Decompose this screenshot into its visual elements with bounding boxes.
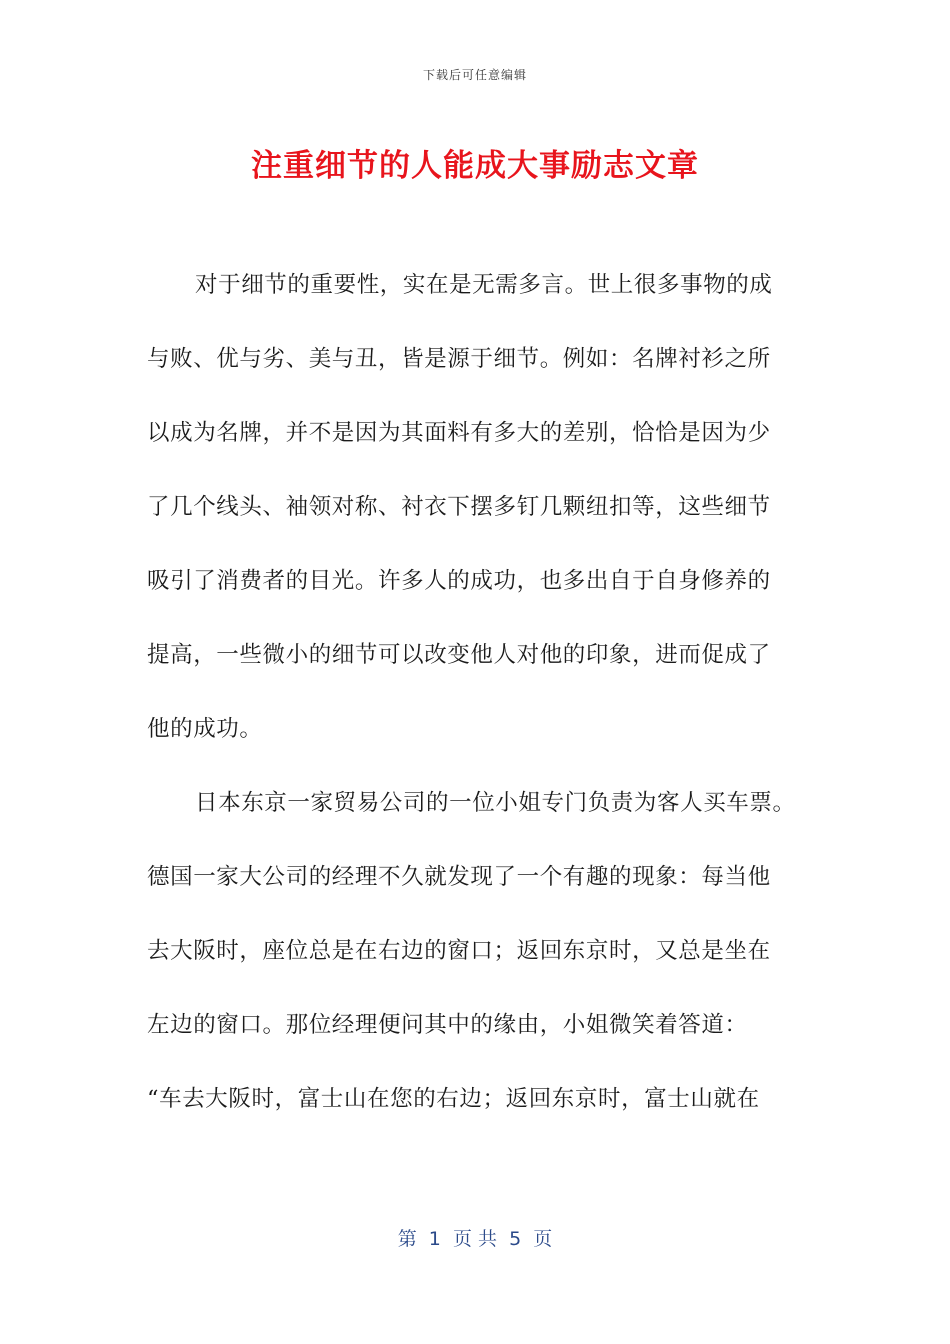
page-number-footer: 第 1 页 共 5 页 [397, 1228, 553, 1250]
paragraph-2-line-1: 日本东京一家贸易公司的一位小姐专门负责为客人买车票。 [195, 790, 796, 816]
paragraph-2-line-2: 德国一家大公司的经理不久就发现了一个有趣的现象：每当他 [147, 864, 771, 890]
paragraph-1-line-2: 与败、优与劣、美与丑，皆是源于细节。例如：名牌衬衫之所 [147, 346, 771, 372]
paragraph-1-line-7: 他的成功。 [147, 716, 263, 742]
document-title: 注重细节的人能成大事励志文章 [251, 148, 699, 184]
paragraph-2-line-5: “车去大阪时，富士山在您的右边；返回东京时，富士山就在 [147, 1086, 760, 1112]
paragraph-2-line-3: 去大阪时，座位总是在右边的窗口；返回东京时，又总是坐在 [147, 938, 771, 964]
paragraph-1-line-5: 吸引了消费者的目光。许多人的成功，也多出自于自身修养的 [147, 568, 771, 594]
paragraph-1-line-6: 提高，一些微小的细节可以改变他人对他的印象，进而促成了 [147, 642, 771, 668]
download-note: 下载后可任意编辑 [422, 68, 527, 82]
paragraph-1-line-4: 了几个线头、袖领对称、衬衣下摆多钉几颗纽扣等，这些细节 [147, 494, 771, 520]
paragraph-1-line-1: 对于细节的重要性，实在是无需多言。世上很多事物的成 [195, 272, 773, 298]
paragraph-1-line-3: 以成为名牌，并不是因为其面料有多大的差别，恰恰是因为少 [147, 420, 771, 446]
paragraph-2-line-4: 左边的窗口。那位经理便问其中的缘由，小姐微笑着答道： [147, 1012, 748, 1038]
